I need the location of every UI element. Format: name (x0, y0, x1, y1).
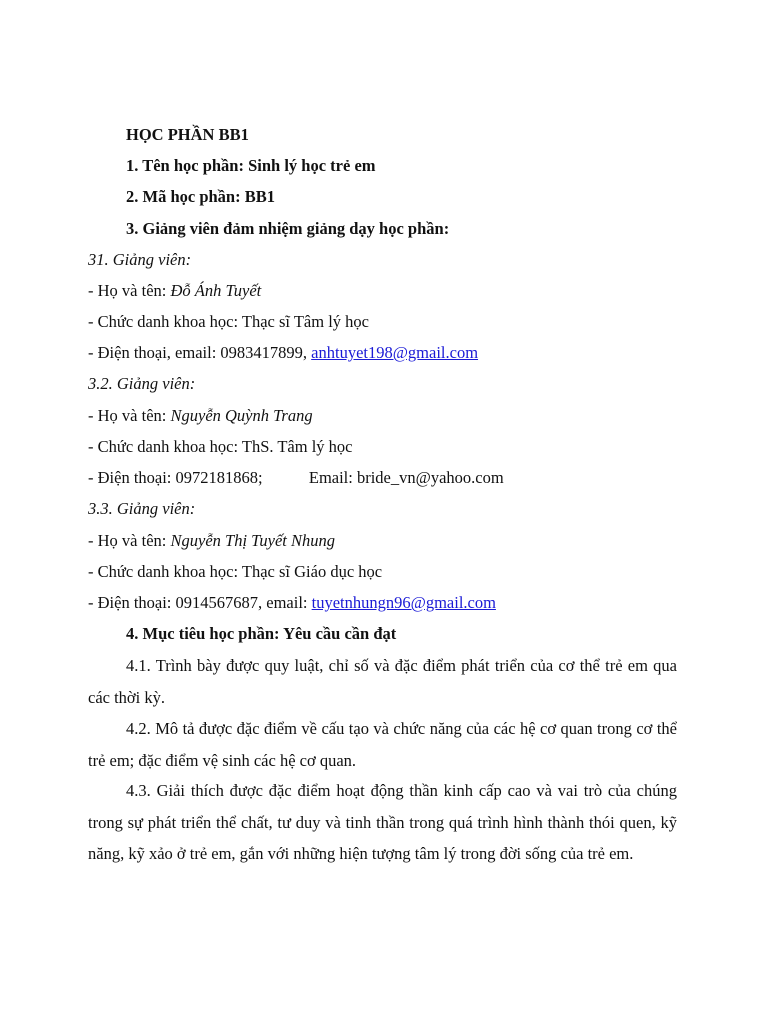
lecturers-heading: 3. Giảng viên đảm nhiệm giảng dạy học phần: (126, 219, 450, 238)
objective-1: 4.1. Trình bày được quy luật, chỉ số và đặc điểm phát triển của cơ thể trẻ em qua các thời kỳ. (88, 656, 677, 707)
course-name: 1. Tên học phần: Sinh lý học trẻ em (126, 156, 376, 175)
lecturer-2-title: - Chức danh khoa học: ThS. Tâm lý học (88, 437, 353, 456)
lecturer-1-contact-prefix: - Điện thoại, email: 0983417899, (88, 343, 312, 362)
lecturer-2-contact (88, 468, 504, 488)
lecturer-1-contact (88, 343, 478, 363)
objective-3: 4.3. Giải thích được đặc điểm hoạt động thần kinh cấp cao và vai trò của chúng trong sự phát triển thể chất, tư duy và tinh thần trong quá trình hình thành thói quen, kỹ năng, kỹ xảo ở trẻ em, gắn với những hiện tượng tâm lý trong đời sống của trẻ em. (88, 781, 677, 863)
lecturer-3-title: - Chức danh khoa học: Thạc sĩ Giáo dục học (88, 562, 383, 581)
lecturer-1-name-label: - Họ và tên: (88, 281, 171, 300)
lecturer-3-email-link[interactable]: tuyetnhungn96@gmail.com (311, 593, 496, 612)
lecturer-2-name-line (88, 406, 313, 426)
lecturer-2-phone: - Điện thoại: 0972181868; (88, 468, 263, 487)
course-code: 2. Mã học phần: BB1 (126, 187, 275, 206)
lecturer-3-name-label: - Họ và tên: (88, 531, 171, 550)
lecturer-2-section: 3.2. Giảng viên: (88, 374, 196, 393)
lecturer-2-email: Email: bride_vn@yahoo.com (308, 468, 504, 487)
lecturer-1-section: 31. Giảng viên: (88, 250, 192, 269)
lecturer-3-section: 3.3. Giảng viên: (88, 499, 196, 518)
lecturer-1-email-link[interactable]: anhtuyet198@gmail.com (311, 343, 479, 362)
lecturer-3-name: Nguyễn Thị Tuyết Nhung (170, 531, 336, 550)
course-heading: HỌC PHẦN BB1 (126, 125, 249, 144)
lecturer-3-contact (88, 593, 496, 613)
objective-2: 4.2. Mô tả được đặc điểm về cấu tạo và chức năng của các hệ cơ quan trong cơ thể trẻ em; đặc điểm vệ sinh các hệ cơ quan. (88, 719, 677, 770)
lecturer-1-title: - Chức danh khoa học: Thạc sĩ Tâm lý học (88, 312, 369, 331)
lecturer-2-name: Nguyễn Quỳnh Trang (170, 406, 313, 425)
lecturer-3-contact-prefix: - Điện thoại: 0914567687, email: (88, 593, 312, 612)
lecturer-2-name-label: - Họ và tên: (88, 406, 171, 425)
objectives-heading: 4. Mục tiêu học phần: Yêu cầu cần đạt (126, 624, 397, 643)
lecturer-1-name: Đỗ Ánh Tuyết (170, 281, 262, 300)
lecturer-1-name-line (88, 281, 261, 301)
lecturer-3-name-line (88, 531, 335, 551)
